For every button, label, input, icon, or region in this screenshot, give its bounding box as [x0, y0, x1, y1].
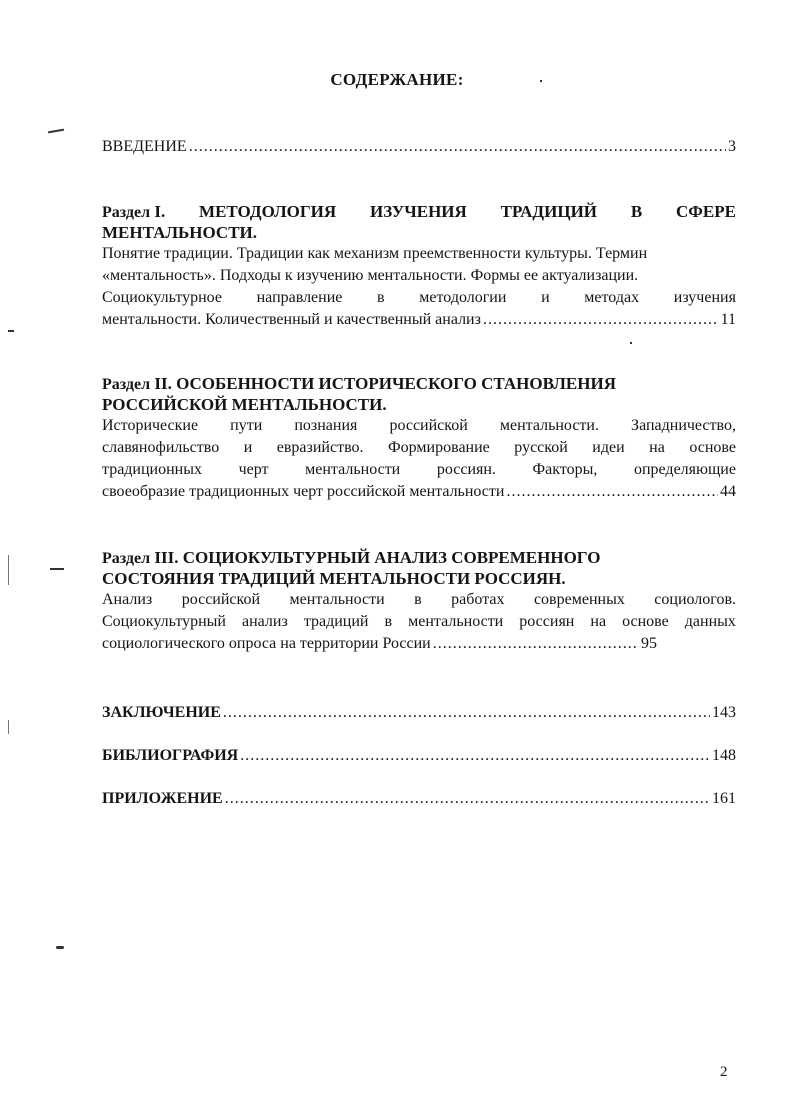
toc-entry-intro [102, 136, 736, 158]
section-1-prefix: Раздел [102, 204, 151, 221]
desc-word: российской [389, 417, 468, 434]
conclusion-label: ЗАКЛЮЧЕНИЕ [102, 704, 221, 721]
desc-word: Анализ [102, 591, 153, 608]
section-3-page: 95 [641, 635, 657, 652]
desc-word: работах [451, 591, 505, 608]
page-number: 2 [720, 1064, 728, 1080]
bibliography-label: БИБЛИОГРАФИЯ [102, 747, 239, 764]
section-1-heading-word: ИЗУЧЕНИЯ [370, 202, 467, 221]
toc-entry-section-3 [102, 548, 736, 655]
bibliography-page: 148 [712, 747, 736, 764]
section-1-description [102, 243, 736, 331]
scan-speck [8, 720, 9, 734]
scan-speck [540, 80, 542, 82]
section-3-heading-line-2: СОСТОЯНИЯ ТРАДИЦИЙ МЕНТАЛЬНОСТИ РОССИЯН. [102, 569, 566, 588]
leader-dots [433, 633, 639, 655]
section-3-desc-last-line [102, 633, 657, 655]
leader-dots [225, 788, 710, 810]
desc-word: Социокультурное [102, 289, 222, 306]
desc-word: Факторы, [532, 461, 598, 478]
desc-word: традиционных [102, 461, 202, 478]
desc-word: в [377, 289, 385, 306]
desc-word: на [590, 613, 607, 630]
desc-word: русской [514, 439, 568, 456]
section-2-heading-text: II. ОСОБЕННОСТИ ИСТОРИЧЕСКОГО СТАНОВЛЕНИЯ [154, 374, 616, 393]
desc-text: ментальности. Количественный и качественный анализ [102, 311, 481, 328]
desc-word: направление [256, 289, 343, 306]
section-3-description [102, 589, 736, 655]
toc-title: СОДЕРЖАНИЕ: [330, 70, 464, 89]
desc-word: Исторические [102, 417, 199, 434]
section-2-desc-line-1 [102, 415, 736, 437]
section-2-prefix: Раздел [102, 376, 151, 393]
desc-word: славянофильство [102, 439, 220, 456]
section-1-desc-last-line [102, 309, 736, 331]
desc-word: определяющие [633, 461, 736, 478]
section-1-heading-word: СФЕРЕ [676, 202, 736, 221]
section-3-prefix: Раздел [102, 550, 151, 567]
desc-word: анализ [242, 613, 288, 630]
desc-word: данных [684, 613, 736, 630]
toc-entry-bibliography [102, 745, 736, 767]
desc-word: в [384, 613, 393, 630]
leader-dots [189, 136, 726, 158]
section-1-desc-line-1 [102, 243, 736, 265]
section-2-desc-last-line [102, 481, 736, 503]
desc-word: методологии [419, 289, 507, 306]
section-1-page: 11 [720, 311, 736, 328]
section-1-heading-line-1 [102, 202, 736, 223]
scan-speck [8, 555, 9, 585]
appendix-page: 161 [712, 790, 736, 807]
toc-entry-section-2 [102, 374, 736, 503]
desc-word: ментальности [305, 461, 401, 478]
desc-word: изучения [673, 289, 736, 306]
desc-word: россиян [519, 613, 575, 630]
section-1-heading-word: I. [154, 202, 166, 221]
section-3-desc-line-1 [102, 589, 736, 611]
section-1-desc-line-2 [102, 265, 736, 287]
scan-speck [48, 129, 64, 134]
toc-entry-appendix [102, 788, 736, 810]
desc-word: евразийство. [276, 439, 364, 456]
section-1-heading-word: В [630, 202, 643, 221]
intro-label: ВВЕДЕНИЕ [102, 138, 187, 155]
leader-dots [506, 481, 718, 503]
section-1-heading-line-2: МЕНТАЛЬНОСТИ. [102, 223, 258, 242]
desc-word: в [414, 591, 422, 608]
desc-word: основе [622, 613, 669, 630]
desc-word: пути [230, 417, 263, 434]
desc-text: «ментальность». Подходы к изучению ментальности. Формы ее актуализации. [102, 267, 639, 284]
desc-word: Формирование [388, 439, 490, 456]
desc-word: социологов. [654, 591, 736, 608]
desc-word: и [243, 439, 253, 456]
desc-word: современных [533, 591, 625, 608]
desc-word: идеи [592, 439, 625, 456]
conclusion-page: 143 [712, 704, 736, 721]
desc-word: российской [181, 591, 261, 608]
leader-dots [483, 309, 719, 331]
scan-speck [56, 946, 64, 949]
section-2-desc-line-3 [102, 459, 736, 481]
section-3-heading-text: III. СОЦИОКУЛЬТУРНЫЙ АНАЛИЗ СОВРЕМЕННОГО [154, 548, 601, 567]
desc-word: россиян. [436, 461, 496, 478]
section-3-heading-line-1 [102, 548, 736, 569]
desc-text: своеобразие традиционных черт российской ментальности [102, 483, 505, 500]
desc-word: ментальности [289, 591, 385, 608]
desc-word: ментальности. [499, 417, 599, 434]
section-2-desc-line-2 [102, 437, 736, 459]
section-2-heading-line-1 [102, 374, 736, 395]
section-1-desc-line-3 [102, 287, 736, 309]
appendix-label: ПРИЛОЖЕНИЕ [102, 790, 223, 807]
leader-dots [223, 702, 710, 724]
desc-word: основе [689, 439, 736, 456]
desc-word: ментальности [408, 613, 504, 630]
desc-word: и [541, 289, 550, 306]
intro-page: 3 [728, 138, 736, 155]
section-2-page: 44 [720, 483, 736, 500]
desc-word: на [649, 439, 665, 456]
section-2-heading-line-2: РОССИЙСКОЙ МЕНТАЛЬНОСТИ. [102, 395, 387, 414]
section-1-heading-word: ТРАДИЦИЙ [500, 202, 598, 221]
leader-dots [240, 745, 710, 767]
desc-word: познания [294, 417, 358, 434]
desc-word: методах [584, 289, 640, 306]
section-3-desc-line-2 [102, 611, 736, 633]
section-2-description [102, 415, 736, 503]
desc-word: Западничество, [631, 417, 736, 434]
scan-speck [630, 342, 632, 344]
scan-speck [50, 568, 64, 570]
desc-word: черт [238, 461, 269, 478]
desc-word: Социокультурный [102, 613, 226, 630]
section-1-heading-word: МЕТОДОЛОГИЯ [199, 202, 337, 221]
toc-entry-section-1 [102, 202, 736, 331]
desc-text: социологического опроса на территории России [102, 635, 431, 652]
desc-text: Понятие традиции. Традиции как механизм преемственности культуры. Термин [102, 245, 648, 262]
scan-speck [8, 330, 14, 332]
toc-entry-conclusion [102, 702, 736, 724]
desc-word: традиций [303, 613, 369, 630]
